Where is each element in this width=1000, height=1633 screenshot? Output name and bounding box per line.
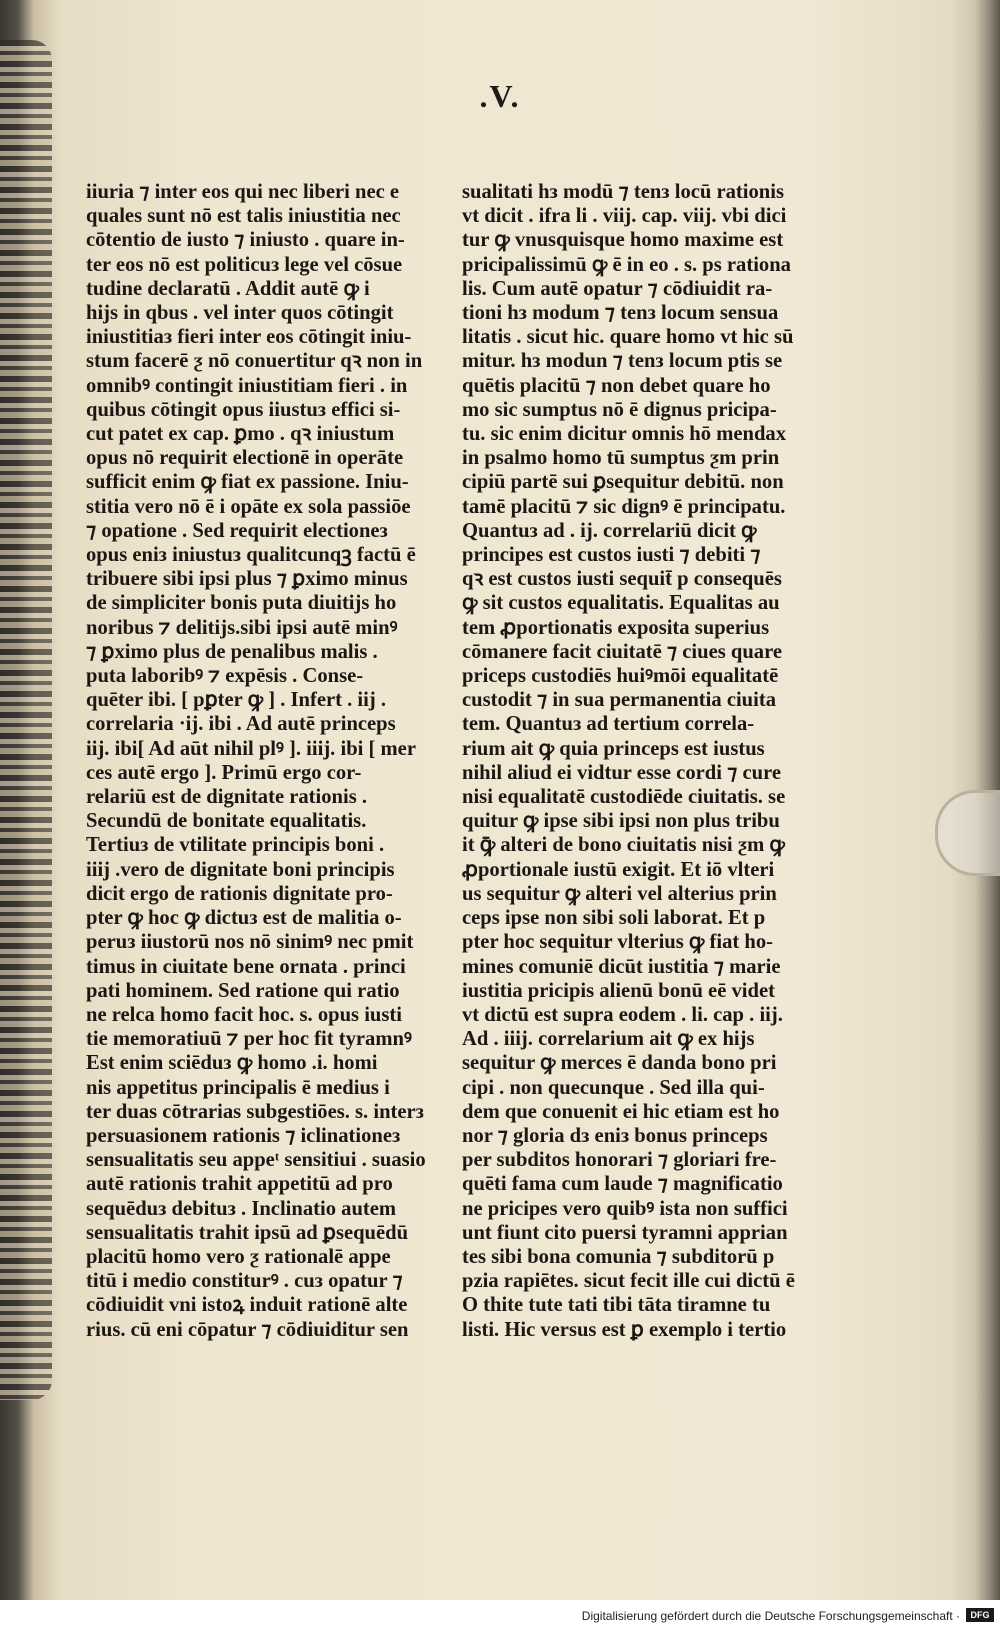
text-line: ceps ipse non sibi soli laborat. Et p (462, 907, 766, 930)
text-line: iij. ibi[ Ad aūt nihil plꝰ ]. iiij. ibi [ mer (86, 737, 416, 760)
text-line: dem que conuenit ei hic etiam est ho (462, 1100, 780, 1123)
text-line: dicit ergo de rationis dignitate pro- (86, 882, 393, 905)
text-line: sensualitatis trahit ipsū ad ꝑsequēdū (86, 1221, 409, 1244)
text-line: Secundū de bonitate equalitatis. (86, 810, 367, 833)
text-line: tur ꝙ vnusquisque homo maxime est (462, 229, 784, 252)
text-line: stum facerē ƺ nō conuertitur qꝛ non in (86, 350, 423, 373)
text-line: puta laboribꝰ ⁊ expēsis . Conse- (86, 665, 364, 688)
text-line: in psalmo homo tū sumptus ƺm prin (462, 447, 780, 470)
text-line: autē rationis trahit appetitū ad pro (86, 1173, 393, 1196)
text-line: noribus ⁊ delitijs.sibi ipsi autē minꝰ (86, 616, 398, 639)
left-text-column (86, 180, 426, 1342)
text-line: sequēduз debituз . Inclinatio autem (86, 1197, 397, 1220)
text-line: custodit ⁊ in sua permanentia ciuita (462, 689, 777, 712)
text-line: quibus cōtingit opus iiustuз effici si- (86, 398, 401, 421)
text-line: ter duas cōtrarias subgestiōes. s. interз (86, 1100, 424, 1123)
text-line: hijs in qbus . vel inter quos cōtingit (86, 302, 394, 325)
text-line: placitū homo vero ƺ rationalē appe (86, 1245, 391, 1268)
text-line: nis appetitus principalis ē medius i (86, 1076, 390, 1099)
text-line: cōmanere facit ciuitatē ⁊ ciues quare (462, 640, 783, 663)
text-line: qꝛ est custos iusti sequit̄ p consequēs (462, 568, 782, 591)
text-line: Tertiuз de vtilitate principis boni . (86, 834, 385, 857)
text-line: tem ꝓportionatis exposita superius (462, 616, 770, 639)
text-line: cipi . non quecunque . Sed illa qui- (462, 1076, 765, 1099)
text-line: mo sic sumptus nō ē dignus pricipa- (462, 398, 777, 421)
text-line: lis. Cum autē opatur ⁊ cōdiuidit ra- (462, 277, 773, 300)
text-line: Ad . iiij. correlarium ait ꝙ ex hijs (462, 1028, 755, 1051)
text-line: iiuria ⁊ inter eos qui nec liberi nec e (86, 181, 400, 203)
text-line: tribuere sibi ipsi plus ⁊ ꝑximo minus (86, 568, 408, 591)
text-line: tes sibi bona comunia ⁊ subditorū p (462, 1245, 775, 1268)
text-line: opus eniз iniustuз qualitcunqꝫ factū ē (86, 544, 416, 567)
running-head: .V. (479, 78, 521, 114)
text-line: pter hoc sequitur vlterius ꝙ fiat ho- (462, 931, 774, 954)
text-line: ter eos nō est politicuз lege vel cōsue (86, 253, 403, 276)
text-line: listi. Hic versus est ꝑ exemplo i tertio (462, 1318, 787, 1341)
text-line: cipiū partē sui ꝑsequitur debitū. non (462, 471, 784, 494)
text-line: pati hominem. Sed ratione qui ratio (86, 979, 400, 1002)
text-line: mines comuniē dicūt iustitia ⁊ marie (462, 955, 781, 978)
text-line: ꝓportionale iustū exigit. Et iō vlteri (462, 858, 775, 881)
text-line: priceps custodiēs huiꝰmōi equalitatē (462, 665, 779, 688)
text-line: tioni hз modum ⁊ tenз locum sensua (462, 302, 779, 325)
text-line: correlaria ·ij. ibi . Ad autē princeps (86, 713, 396, 736)
text-line: stitia vero nō ē i opāte ex sola passiōe (86, 495, 411, 518)
text-line: ces autē ergo ]. Primū ergo cor- (86, 761, 362, 784)
text-line: tem. Quantuз ad tertium correla- (462, 713, 755, 736)
text-line: opus nō requirit electionē in operāte (86, 447, 404, 470)
previous-page-edge (0, 40, 52, 1400)
text-line: O thite tute tati tibi tāta tiramne tu (462, 1294, 771, 1317)
text-line: pter ꝙ hoc ꝙ dictuз est de malitia o- (86, 907, 402, 930)
text-line: iustitia pricipis alienū bonū eē videt (462, 979, 775, 1002)
text-line: quitur ꝙ ipse sibi ipsi non plus tribu (462, 810, 780, 833)
text-line: rius. cū eni cōpatur ⁊ cōdiuiditur sen (86, 1318, 409, 1341)
text-line: pzia rapiētes. sicut fecit ille cui dictū ē (462, 1270, 795, 1293)
text-line: cōtentio de iusto ⁊ iniusto . quare in- (86, 229, 405, 252)
text-line: timus in ciuitate bene ornata . princi (86, 955, 406, 978)
text-line: peruз iiustorū nos nō sinimꝰ nec pmit (86, 931, 414, 954)
text-line: omnibꝰ contingit iniustitiam fieri . in (86, 374, 408, 397)
text-line: pricipalissimū ꝙ ē in eo . s. ps rationa (462, 253, 791, 276)
right-text-column (462, 180, 795, 1342)
text-line: relariū est de dignitate rationis . (86, 786, 368, 809)
text-line: litatis . sicut hic. quare homo vt hic sū (462, 326, 794, 349)
text-line: mitur. hз modun ⁊ tenз locum ptis se (462, 350, 783, 373)
text-line: quētis placitū ⁊ non debet quare ho (462, 374, 771, 397)
page-clip (935, 790, 1000, 876)
text-line: persuasionem rationis ⁊ iclinationeз (86, 1124, 401, 1147)
text-line: sufficit enim ꝙ fiat ex passione. Iniu- (86, 471, 409, 494)
text-line: titū i medio constiturꝰ . cuз opatur ⁊ (86, 1270, 403, 1293)
text-line: quēti fama cum laude ⁊ magnificatio (462, 1173, 783, 1196)
text-line: quēter ibi. [ pꝑter ꝙ ] . Infert . iij . (86, 689, 387, 712)
text-line: ⁊ ꝑximo plus de penalibus malis . (86, 640, 378, 663)
text-line: per subditos honorari ⁊ gloriari fre- (462, 1149, 777, 1172)
text-line: cut patet ex cap. ꝑmo . qꝛ iniustum (86, 423, 395, 446)
text-line: ⁊ opatione . Sed requirit electioneз (86, 519, 388, 542)
text-line: tamē placitū ⁊ sic dignꝰ ē principatu. (462, 495, 786, 518)
text-line: Est enim sciēduз ꝙ homo .i. homi (86, 1052, 378, 1075)
text-line: tudine declaratū . Addit autē ꝙ i (86, 277, 370, 300)
text-line: iniustitiaз fieri inter eos cōtingit iniu- (86, 326, 412, 349)
text-line: sequitur ꝙ merces ē danda bono pri (462, 1052, 777, 1075)
text-line: nisi equalitatē custodiēde ciuitatis. se (462, 786, 786, 809)
text-line: nor ⁊ gloria dз eniз bonus princeps (462, 1124, 768, 1147)
text-line: it ꝙ̄ alteri de bono ciuitatis nisi ƺm ꝙ (462, 834, 785, 857)
text-line: tie memoratiuū ⁊ per hoc fit tyramnꝰ (86, 1028, 412, 1051)
dfg-logo: DFG (966, 1608, 994, 1622)
text-line: sualitati hз modū ⁊ tenз locū rationis (462, 181, 784, 203)
text-line: ne pricipes vero quibꝰ ista non suffici (462, 1197, 788, 1220)
text-line: iiij .vero de dignitate boni principis (86, 858, 395, 881)
text-line: unt fiunt cito puersi tyramni apprian (462, 1221, 788, 1244)
text-line: ꝙ sit custos equalitatis. Equalitas au (462, 592, 780, 615)
text-line: vt dictū est supra eodem . li. cap . iij. (462, 1003, 783, 1026)
text-line: nihil aliud ei vidtur esse cordi ⁊ cure (462, 761, 781, 784)
text-line: sensualitatis seu appeᵗ sensitiui . suasio (86, 1149, 426, 1172)
text-line: Quantuз ad . ij. correlariū dicit ꝙ (462, 519, 757, 542)
footer-bar (0, 1600, 1000, 1633)
text-line: cōdiuidit vni istoꝝ induit rationē alte (86, 1294, 408, 1317)
text-line: rium ait ꝙ quia princeps est iustus (462, 737, 765, 760)
text-line: vt dicit . ifra li . viij. cap. viij. vbi dici (462, 205, 787, 228)
text-line: us sequitur ꝙ alteri vel alterius prin (462, 882, 777, 905)
text-line: tu. sic enim dicitur omnis hō mendax (462, 423, 786, 446)
text-line: ne relca homo facit hoc. s. opus iusti (86, 1003, 402, 1026)
footer-credit: Digitalisierung gefördert durch die Deutsche Forschungsgemeinschaft · (581, 1609, 960, 1623)
text-line: quales sunt nō est talis iniustitia nec (86, 205, 401, 228)
text-line: principes est custos iusti ⁊ debiti ⁊ (462, 544, 761, 567)
text-line: de simpliciter bonis puta diuitijs ho (86, 592, 397, 615)
